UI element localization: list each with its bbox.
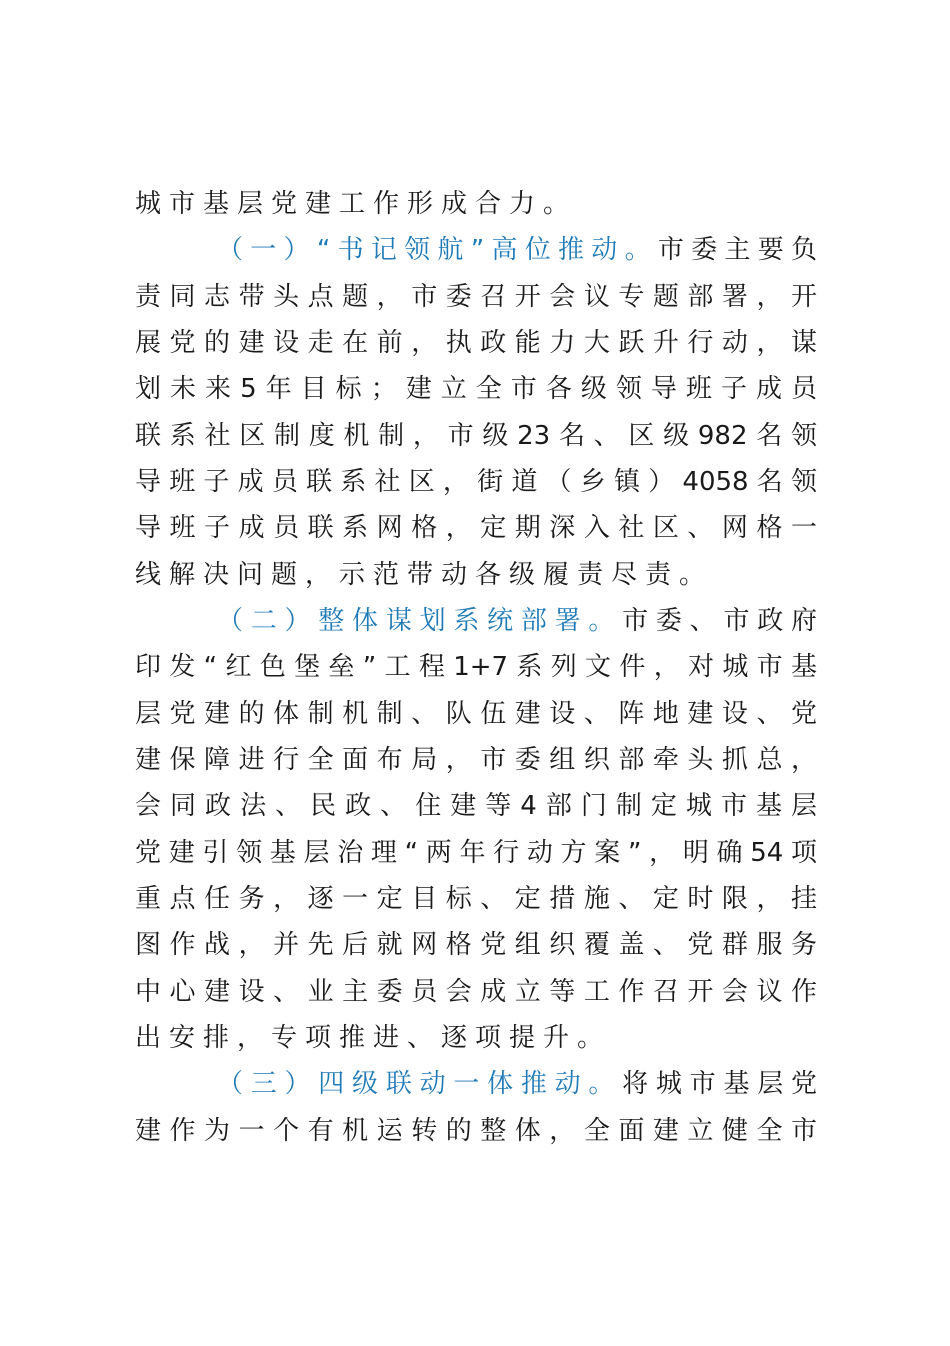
text-line: 建保障进行全面布局，市委组织部牵头抓总， xyxy=(135,745,817,775)
text-line: 导班子成员联系网格，定期深入社区、网格一 xyxy=(135,513,817,543)
text-line: 重点任务，逐一定目标、定措施、定时限，挂 xyxy=(135,884,817,914)
text-line: 印发“红色堡垒”工程1+7系列文件，对城市基 xyxy=(135,652,817,682)
text-line: 会同政法、民政、住建等4部门制定城市基层 xyxy=(135,791,817,821)
text-line: 导班子成员联系社区，街道（乡镇）4058名领 xyxy=(135,467,817,497)
text-line: 线解决问题，示范带动各级履责尽责。 xyxy=(135,560,714,590)
paragraph-first-line xyxy=(135,1061,817,1107)
text-run: 市委、市政府 xyxy=(622,606,817,636)
text-run: 将城市基层党 xyxy=(622,1069,817,1099)
section-heading: （二）整体谋划系统部署。 xyxy=(217,606,623,636)
section-heading: （三）四级联动一体推动。 xyxy=(217,1069,623,1099)
text-line: 联系社区制度机制，市级23名、区级982名领 xyxy=(135,421,817,451)
text-line: 中心建设、业主委员会成立等工作召开会议作 xyxy=(135,977,817,1007)
text-line: 展党的建设走在前，执政能力大跃升行动，谋 xyxy=(135,328,817,358)
text-line: 层党建的体制机制、队伍建设、阵地建设、党 xyxy=(135,699,817,729)
text-line: 划未来5年目标；建立全市各级领导班子成员 xyxy=(135,374,817,404)
text-line: 责同志带头点题，市委召开会议专题部署，开 xyxy=(135,282,817,312)
text-line: 出安排，专项推进、逐项提升。 xyxy=(135,1023,612,1053)
text-line: 建作为一个有机运转的整体，全面建立健全市 xyxy=(135,1116,817,1146)
text-run: 市委主要负 xyxy=(657,235,817,265)
text-line: 城市基层党建工作形成合力。 xyxy=(135,189,578,219)
text-line: 党建引领基层治理“两年行动方案”，明确54项 xyxy=(135,838,817,868)
text-line: 图作战，并先后就网格党组织覆盖、党群服务 xyxy=(135,930,817,960)
section-heading: （一）“书记领航”高位推动。 xyxy=(217,235,658,265)
paragraph-first-line xyxy=(135,227,817,273)
paragraph-first-line xyxy=(135,598,817,644)
